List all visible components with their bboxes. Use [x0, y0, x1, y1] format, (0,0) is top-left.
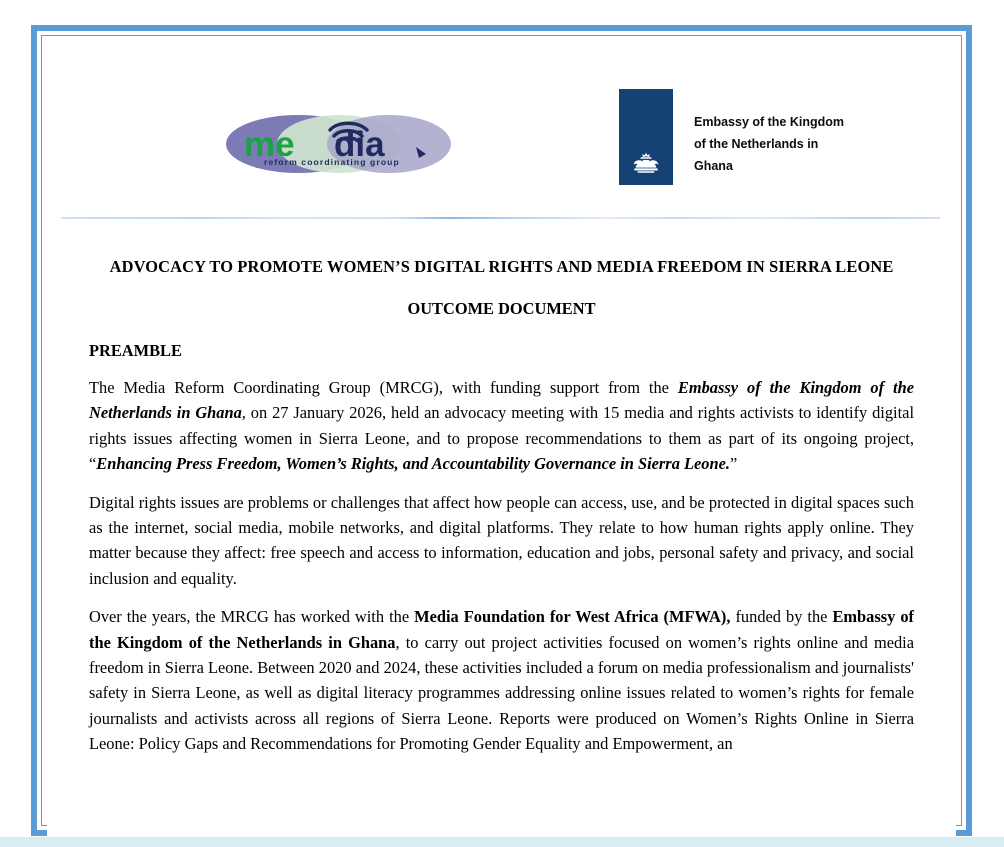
embassy-logo-line-3: Ghana — [694, 159, 733, 173]
section-heading-preamble: PREAMBLE — [89, 341, 182, 360]
dutch-coat-of-arms-icon — [628, 151, 664, 175]
document-page — [47, 41, 956, 836]
netherlands-government-mark — [619, 89, 673, 185]
document-subtitle: OUTCOME DOCUMENT — [407, 299, 596, 318]
paragraph1-emphasis-project-title: Enhancing Press Freedom, Women’s Rights, and Accountability Governance in Sierra Leone. — [96, 454, 730, 474]
embassy-logo-line-2: of the Netherlands in — [694, 137, 819, 151]
embassy-logo-line-1: Embassy of the Kingdom — [694, 115, 845, 129]
letterhead — [89, 41, 914, 217]
paragraph-digital-rights-definition: Digital rights issues are problems or challenges that affect how people can access, use, and be protected in digital spaces such as the internet, social media, mobile networks, and digital platforms. They relate to how human rights apply online. They matter because they affect: free speech and access to information, education and jobs, personal safety and privacy, and social inclusion and equality. — [89, 492, 914, 588]
embassy-logo-text — [694, 89, 844, 177]
paragraph-preamble-intro — [89, 375, 914, 477]
letterhead-divider — [61, 217, 940, 219]
paragraph3-strong-mfwa: Media Foundation for West Africa (MFWA), — [414, 607, 731, 627]
mrcg-wordmark-green: me — [244, 125, 295, 164]
embassy-of-the-netherlands-logo — [619, 89, 844, 185]
mrcg-tagline: reform coordinating group — [264, 157, 400, 167]
paragraph1-emphasis-embassy: Embassy of the Kingdom of the Netherlands in Ghana — [89, 378, 914, 423]
paragraph3-text-part1: Over the years, the MRCG has worked with the — [89, 607, 415, 627]
paragraph3-text-part2: funded by the — [730, 607, 833, 627]
media-reform-coordinating-group-logo — [226, 113, 452, 175]
paragraph1-text-part2: , on 27 January 2026, held an advocacy meeting with 15 media and rights activists to identify digital rights issues affecting women in Sierra Leone, and to propose recommendations to them as part of its ongoing project, “ — [89, 403, 914, 474]
paragraph3-strong-embassy: Embassy of the Kingdom of the Netherlands in Ghana — [89, 607, 914, 652]
paragraph-mrcg-history — [89, 604, 914, 756]
paragraph3-text-part3: , to carry out project activities focused on women’s rights online and media freedom in Sierra Leone. Between 2020 and 2024, these activities included a forum on media professionalism and journalists' safety in Sierra Leone, as well as digital literacy programmes addressing online issues related to women’s rights for female journalists and activists across all regions of Sierra Leone. Reports were produced on Women’s Rights Online in Sierra Leone: Policy Gaps and Recommendations for Promoting Gender Equality and Empowerment, an — [89, 632, 914, 754]
paragraph1-text-part1: The Media Reform Coordinating Group (MRCG), with funding support from the — [89, 378, 678, 397]
paragraph1-text-part3: ” — [729, 454, 738, 474]
mrcg-wordmark-navy: dia — [334, 125, 385, 164]
page-title: ADVOCACY TO PROMOTE WOMEN’S DIGITAL RIGHTS AND MEDIA FREEDOM IN SIERRA LEONE — [109, 257, 894, 276]
